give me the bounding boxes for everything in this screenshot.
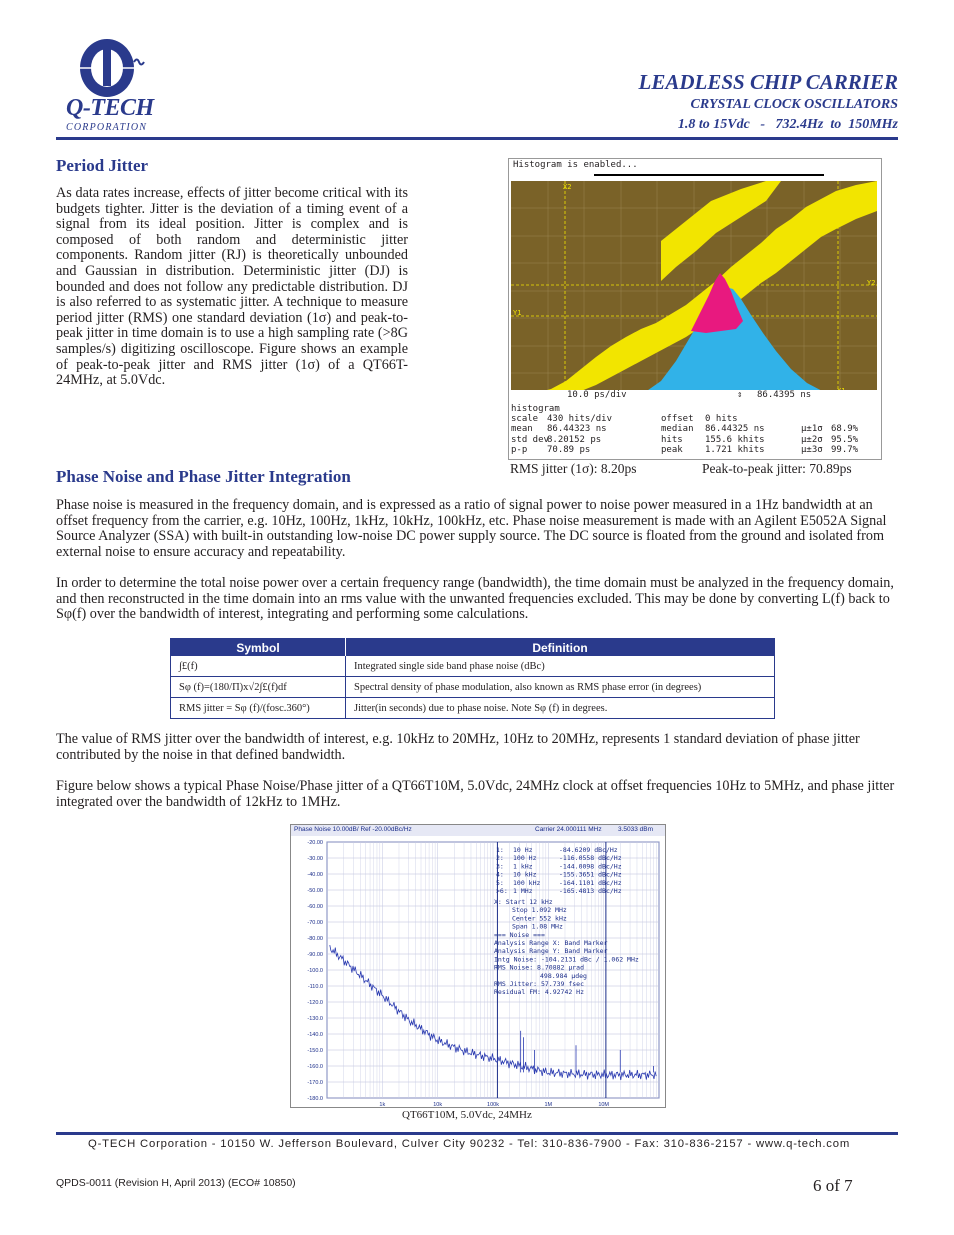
pn-info-line: Intg Noise: -104.2131 dBc / 1.062 MHz — [494, 955, 639, 964]
logo-corporation: CORPORATION — [66, 122, 148, 133]
phase-noise-plot — [290, 824, 666, 1108]
pn-ytick-label: -150.0 — [307, 1048, 323, 1054]
scope-stats-row — [511, 435, 877, 445]
pn-info-line: 498.984 μdeg — [540, 971, 587, 980]
scope-stats-cell: 70.89 ps — [547, 444, 591, 455]
pn-info-line: Center 552 kHz — [512, 914, 567, 923]
scope-stats-cell: 155.6 khits — [705, 434, 765, 445]
pn-marker-num: 1: — [496, 846, 504, 854]
marker-x2-label: X2 — [563, 183, 572, 191]
scope-stats-cell: 68.9% — [831, 424, 859, 435]
pn-power: 3.5033 dBm — [618, 826, 654, 833]
scope-status-text: Histogram is enabled... — [513, 160, 638, 170]
scope-stats-cell: 86.44325 ns — [705, 424, 765, 435]
pn-marker-value: -84.6209 dBc/Hz — [559, 846, 618, 854]
scope-stats-cell: std dev — [511, 434, 549, 445]
pn-ytick-label: -110.0 — [307, 984, 323, 990]
pn-info-line: RMS Noise: 8.70882 μrad — [494, 963, 585, 972]
scope-stats-row — [511, 414, 877, 424]
footer-doc-id: QPDS-0011 (Revision H, April 2013) (ECO# 10850) — [56, 1177, 296, 1189]
scope-stats-cell: mean — [511, 424, 533, 435]
pn-ytick-label: -130.0 — [307, 1016, 323, 1022]
scope-stats-cell: 1.721 khits — [705, 444, 765, 455]
footer-page-number: 6 of 7 — [813, 1176, 853, 1195]
pn-ytick-label: -70.00 — [307, 920, 323, 926]
pn-xtick-label: 10M — [598, 1102, 610, 1106]
pn-info-line: === Noise === — [494, 930, 545, 939]
symbol-cell: RMS jitter = Sφ (f)/(fosc.360°) — [171, 698, 346, 719]
scope-stats-row — [511, 424, 877, 434]
pn-ytick-label: -100.0 — [307, 968, 323, 974]
pn-xtick-label: 100k — [487, 1102, 499, 1106]
pn-chart — [291, 836, 665, 1106]
pn-info-line: Analysis Range X: Band Marker — [494, 939, 608, 947]
scope-stats-cell: 86.44323 ns — [547, 424, 607, 435]
pn-marker-freq: 10 Hz — [513, 846, 533, 854]
pn-marker-num: 3: — [496, 862, 504, 871]
scope-stats-row — [511, 445, 877, 455]
doc-subtitle: CRYSTAL CLOCK OSCILLATORS — [690, 97, 898, 112]
pn-marker-freq: 1 MHz — [513, 887, 533, 895]
pn-ytick-label: -170.0 — [307, 1080, 323, 1086]
pn-marker-value: -144.0098 dBc/Hz — [559, 862, 622, 871]
pn-marker-value: -165.4813 dBc/Hz — [559, 887, 622, 895]
pn-ytick-label: -40.00 — [307, 872, 323, 878]
scope-caption-rms: RMS jitter (1σ): 8.20ps — [510, 461, 637, 476]
scope-caption-pp: Peak-to-peak jitter: 70.89ps — [702, 461, 852, 476]
scope-stats-cell: p-p — [511, 444, 528, 455]
pn-carrier: Carrier 24.000111 MHz — [535, 826, 602, 833]
pn-marker-num: 5: — [496, 878, 504, 887]
pn-ytick-label: -30.00 — [307, 856, 323, 862]
scope-stats-cell: hits — [661, 434, 683, 445]
pn-marker-num: 2: — [496, 854, 504, 863]
scope-stats-title: histogram — [511, 404, 560, 414]
phase-noise-p2: In order to determine the total noise power over a certain frequency range (bandwidth), the time domain must be analyzed in the frequency domain, and then reconstructed in the time domain into an rms value with the unwanted frequencies excluded. This may be done by converting L(f) back to Sφ(f) over the bandwidth of interest, integrating and performing some calculations. — [56, 575, 894, 623]
definition-cell: Jitter(in seconds) due to phase noise. Note Sφ (f) in degrees. — [346, 698, 775, 719]
pn-marker-value: -164.1101 dBc/Hz — [559, 878, 622, 887]
scope-stats-cell: 0 hits — [705, 414, 738, 425]
scope-stats-cell: offset — [661, 414, 694, 425]
footer-address: Q-TECH Corporation - 10150 W. Jefferson Boulevard, Culver City 90232 - Tel: 310-836-7900 - Fax: 310-836-2157 - www.q-tech.com — [88, 1138, 851, 1150]
scope-stats-cell: median — [661, 424, 694, 435]
pn-info-line: Residual FM: 4.92742 Hz — [494, 988, 585, 997]
scope-stats-cell: μ±1σ — [801, 424, 823, 435]
pn-ytick-label: -180.0 — [307, 1096, 323, 1102]
marker-y1-label: Y1 — [513, 309, 522, 317]
pn-marker-value: -155.3651 dBc/Hz — [559, 870, 622, 879]
scope-status-line — [594, 174, 824, 176]
pn-marker-freq: 10 kHz — [513, 870, 537, 879]
table-row — [171, 698, 775, 719]
pn-ytick-label: -160.0 — [307, 1064, 323, 1070]
pn-ytick-label: -80.00 — [307, 936, 323, 942]
table-row — [171, 656, 775, 677]
scope-status-bar — [509, 159, 881, 179]
pn-title: Phase Noise 10.00dB/ Ref -20.00dBc/Hz — [294, 826, 412, 833]
pn-marker-freq: 100 kHz — [513, 878, 541, 887]
pn-info-line: Span 1.08 MHz — [512, 922, 563, 931]
phase-noise-p3: The value of RMS jitter over the bandwidth of interest, e.g. 10kHz to 20MHz, 10Hz to 20MHz, represents 1 standard deviation of phase jitter contributed by the noise in that defined bandwidth. — [56, 731, 860, 763]
pn-xtick-label: 1M — [544, 1102, 553, 1106]
pn-marker-freq: 1 kHz — [513, 862, 533, 871]
phase-noise-p4: Figure below shows a typical Phase Noise/Phase jitter of a QT66T10M, 5.0Vdc, 24MHz clock at offset frequencies 10Hz to 5MHz, and phase jitter integrated over the bandwidth of 12kHz to 1MHz. — [56, 778, 895, 810]
doc-range: 1.8 to 15Vdc - 732.4Hz to 150MHz — [677, 117, 898, 132]
scope-stats — [511, 404, 877, 455]
definition-cell: Spectral density of phase modulation, also known as RMS phase error (in degrees) — [346, 677, 775, 698]
definition-header: Definition — [346, 639, 775, 657]
logo-brand: Q-TECH — [66, 95, 154, 121]
pn-marker-num: >6: — [496, 887, 508, 895]
scope-stats-cell: μ±3σ — [801, 444, 823, 455]
symbol-cell: ∫£(f) — [171, 656, 346, 677]
scope-stats-cell: 99.7% — [831, 444, 859, 455]
marker-y2-label: Y2 — [867, 279, 876, 287]
header-rule — [56, 137, 898, 140]
scope-stats-cell: scale — [511, 414, 539, 425]
symbol-cell: Sφ (f)=(180/Π)x√2∫£(f)df — [171, 677, 346, 698]
symbol-table — [170, 638, 775, 719]
pn-ytick-label: -90.00 — [307, 952, 323, 958]
table-row — [171, 677, 775, 698]
phase-noise-heading: Phase Noise and Phase Jitter Integration — [56, 467, 351, 486]
pn-caption: QT66T10M, 5.0Vdc, 24MHz — [402, 1109, 532, 1121]
pn-marker-value: -116.0558 dBc/Hz — [559, 854, 622, 863]
pn-info-line: RMS Jitter: 57.739 fsec — [494, 980, 585, 988]
scope-stats-cell: peak — [661, 444, 683, 455]
symbol-header: Symbol — [171, 639, 346, 657]
footer-rule — [56, 1132, 898, 1135]
scope-stats-cell: 95.5% — [831, 434, 859, 445]
period-jitter-heading: Period Jitter — [56, 156, 149, 175]
scope-axis-bar — [511, 390, 877, 402]
pn-marker-num: 4: — [496, 870, 504, 879]
doc-title: LEADLESS CHIP CARRIER — [638, 70, 898, 94]
definition-cell: Integrated single side band phase noise (dBc) — [346, 656, 775, 677]
period-jitter-text: As data rates increase, effects of jitter become critical with its budgets tighter. Jitter is the deviation of a timing event of a signal from its ideal position. Jitter is complex and is composed of both random and deterministic jitter components. Random jitter (RJ) is theoretically unbounded and Gaussian in distribution. Deterministic jitter (DJ) is bounded and does not follow any predictable distribution. DJ is also referred to as systematic jitter. A technique to measure period jitter (RMS) one standard deviation (1σ) and peak-to-peak jitter in time domain is to use a high sampling rate (>8G samples/s) digitizing oscilloscope. Figure shows an example of peak-to-peak jitter and RMS jitter (1σ) of a QT66T-24MHz, at 5.0Vdc. — [56, 185, 408, 389]
pn-title-bar — [291, 825, 665, 836]
oscilloscope-screenshot — [508, 158, 882, 460]
scope-stats-cell: μ±2σ — [801, 434, 823, 445]
pn-ytick-label: -60.00 — [307, 904, 323, 910]
scope-axis-arrow-icon: ⇕ — [737, 390, 743, 400]
scope-axis-left: 10.0 ps/div — [567, 390, 627, 400]
pn-info-line: Analysis Range Y: Band Marker — [494, 947, 608, 956]
histogram-plot — [511, 181, 877, 401]
pn-ytick-label: -140.0 — [307, 1032, 323, 1038]
pn-ytick-label: -120.0 — [307, 1000, 323, 1006]
pn-ytick-label: -20.00 — [307, 840, 323, 846]
pn-xtick-label: 1k — [379, 1102, 386, 1106]
phase-noise-p1: Phase noise is measured in the frequency domain, and is expressed as a ratio of signal power to noise power measured in a 1Hz bandwidth at an offset frequency from the carrier, e.g. 10Hz, 100Hz, 1kHz, 10kHz, 100kHz, etc. Phase noise measurement is made with an Agilent E5052A Signal Source Analyzer (SSA) with built-in outstanding low-noise DC power supply source. The DC source is floated from the ground and isolated from external noise to ensure accuracy and repeatability. — [56, 497, 887, 560]
pn-info-line: Stop 1.092 MHz — [512, 906, 567, 915]
pn-ytick-label: -50.00 — [307, 888, 323, 894]
pn-xtick-label: 10k — [433, 1102, 443, 1106]
pn-marker-freq: 100 Hz — [513, 854, 537, 863]
scope-stats-cell: 8.20152 ps — [547, 434, 602, 445]
scope-stats-cell: 430 hits/div — [547, 414, 613, 425]
pn-info-line: X: Start 12 kHz — [494, 898, 553, 906]
scope-axis-right: 86.4395 ns — [757, 390, 812, 400]
